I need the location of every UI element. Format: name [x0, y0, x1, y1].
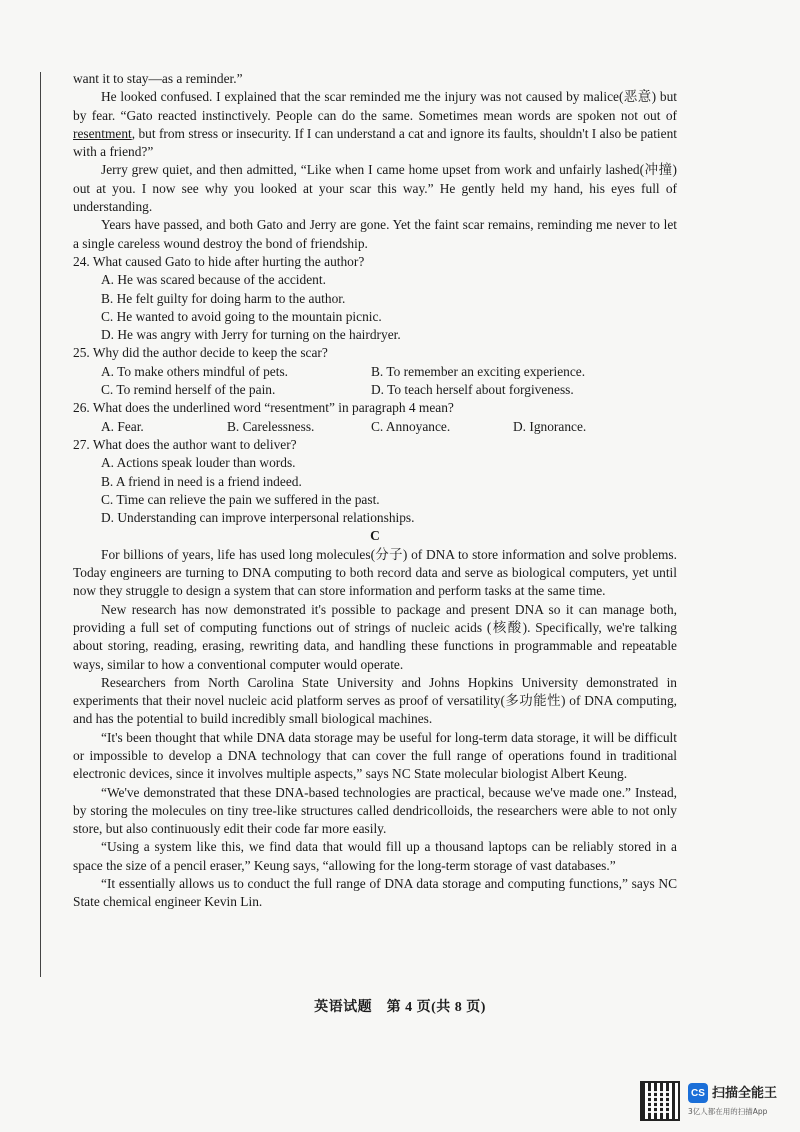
answer-option: C. Annoyance.	[371, 418, 451, 434]
option-row	[73, 381, 677, 399]
question-stem: 24. What caused Gato to hide after hurting the author?	[73, 253, 365, 269]
scanner-tagline: 3亿人都在用的扫描App	[688, 1107, 768, 1116]
answer-option: A. Actions speak louder than words.	[101, 455, 296, 471]
option-row	[73, 418, 677, 436]
underlined-word: resentment	[73, 125, 132, 141]
answer-option: B. To remember an exciting experience.	[371, 363, 586, 379]
answer-option: B. A friend in need is a friend indeed.	[101, 473, 302, 489]
passage-c-paragraph: “We've demonstrated that these DNA-based technologies are practical, because we've made one.” Instead, by storing the molecules on tiny tree-like structures called dendricolloids, the researchers were able to not only store, but also continuously edit their code far more easily.	[73, 784, 677, 837]
section-heading: C	[370, 528, 380, 544]
answer-option: D. Ignorance.	[513, 418, 587, 434]
answer-option: D. To teach herself about forgiveness.	[371, 382, 574, 398]
answer-option: C. He wanted to avoid going to the mountain picnic.	[101, 308, 382, 324]
answer-option: A. Fear.	[101, 418, 144, 434]
passage-c-paragraph: “Using a system like this, we find data that would fill up a thousand laptops can be reliably stored in a space the size of a pencil eraser,” Keung says, “allowing for the long-term storage of vast databases.”	[73, 839, 677, 873]
camscanner-logo-icon: CS	[688, 1083, 708, 1103]
answer-option: B. Carelessness.	[227, 418, 315, 434]
question-stem: 25. Why did the author decide to keep the scar?	[73, 345, 328, 361]
binding-margin-line	[40, 72, 41, 977]
answer-option: A. To make others mindful of pets.	[101, 363, 288, 379]
passage-c-paragraph: Researchers from North Carolina State University and Johns Hopkins University demonstrated in experiments that their novel nucleic acid platform serves as proof of versatility(多功能性) of DNA computing, and has the potential to build incredibly small biological machines.	[73, 674, 677, 727]
answer-option: D. Understanding can improve interpersonal relationships.	[101, 510, 415, 526]
passage-b-paragraph: Years have passed, and both Gato and Jerry are gone. Yet the faint scar remains, reminding me never to let a single careless wound destroy the bond of friendship.	[73, 217, 677, 251]
passage-c-paragraph: “It essentially allows us to conduct the full range of DNA data storage and computing functions,” says NC State chemical engineer Kevin Lin.	[73, 876, 677, 910]
option-row	[73, 363, 677, 381]
answer-option: C. To remind herself of the pain.	[101, 382, 276, 398]
answer-option: A. He was scared because of the accident.	[101, 272, 326, 288]
scanner-app-name: 扫描全能王	[712, 1086, 778, 1101]
answer-option: C. Time can relieve the pain we suffered in the past.	[101, 491, 380, 507]
answer-option: D. He was angry with Jerry for turning on the hairdryer.	[101, 327, 401, 343]
page-content	[73, 70, 677, 912]
passage-b-paragraph: He looked confused. I explained that the scar reminded me the injury was not caused by malice(恶意) but by fear. “Gato reacted instinctively. People can do the same. Sometimes mean words are spoken not out of resentment, but from stress or insecurity. If I can understand a cat and ignore its faults, shouldn't I also be patient with a friend?”	[73, 89, 677, 160]
question-stem: 27. What does the author want to deliver?	[73, 436, 297, 452]
passage-b-continuation: want it to stay—as a reminder.”	[73, 71, 243, 86]
question-stem: 26. What does the underlined word “resentment” in paragraph 4 mean?	[73, 400, 454, 416]
passage-b-paragraph: Jerry grew quiet, and then admitted, “Like when I came home upset from work and unfairly lashed(冲撞) out at you. I now see why you looked at your scar this way.” He gently held my hand, his eyes full of understanding.	[73, 162, 677, 215]
passage-c-paragraph: New research has now demonstrated it's possible to package and present DNA so it can manage both, providing a full set of computing functions out of strings of nucleic acids (核酸). Specifically, we're talking about storing, reading, erasing, rewriting data, and handling these functions in programmable and repeatable ways, similar to how a conventional computer would operate.	[73, 601, 677, 672]
qr-code-icon	[640, 1081, 680, 1121]
answer-option: B. He felt guilty for doing harm to the author.	[101, 290, 346, 306]
passage-c-paragraph: “It's been thought that while DNA data storage may be useful for long-term data storage, it will be difficult or impossible to develop a DNA technology that can cover the full range of operations found in traditional electronic devices, since it involves multiple aspects,” says NC State molecular biologist Albert Keung.	[73, 729, 677, 782]
page-footer: 英语试题 第 4 页(共 8 页)	[314, 1000, 486, 1015]
passage-c-paragraph: For billions of years, life has used long molecules(分子) of DNA to store information and solve problems. Today engineers are turning to DNA computing to both record data and serve as biological computers, yet until now they struggle to design a system that can store information and perform tasks at the same time.	[73, 546, 677, 599]
